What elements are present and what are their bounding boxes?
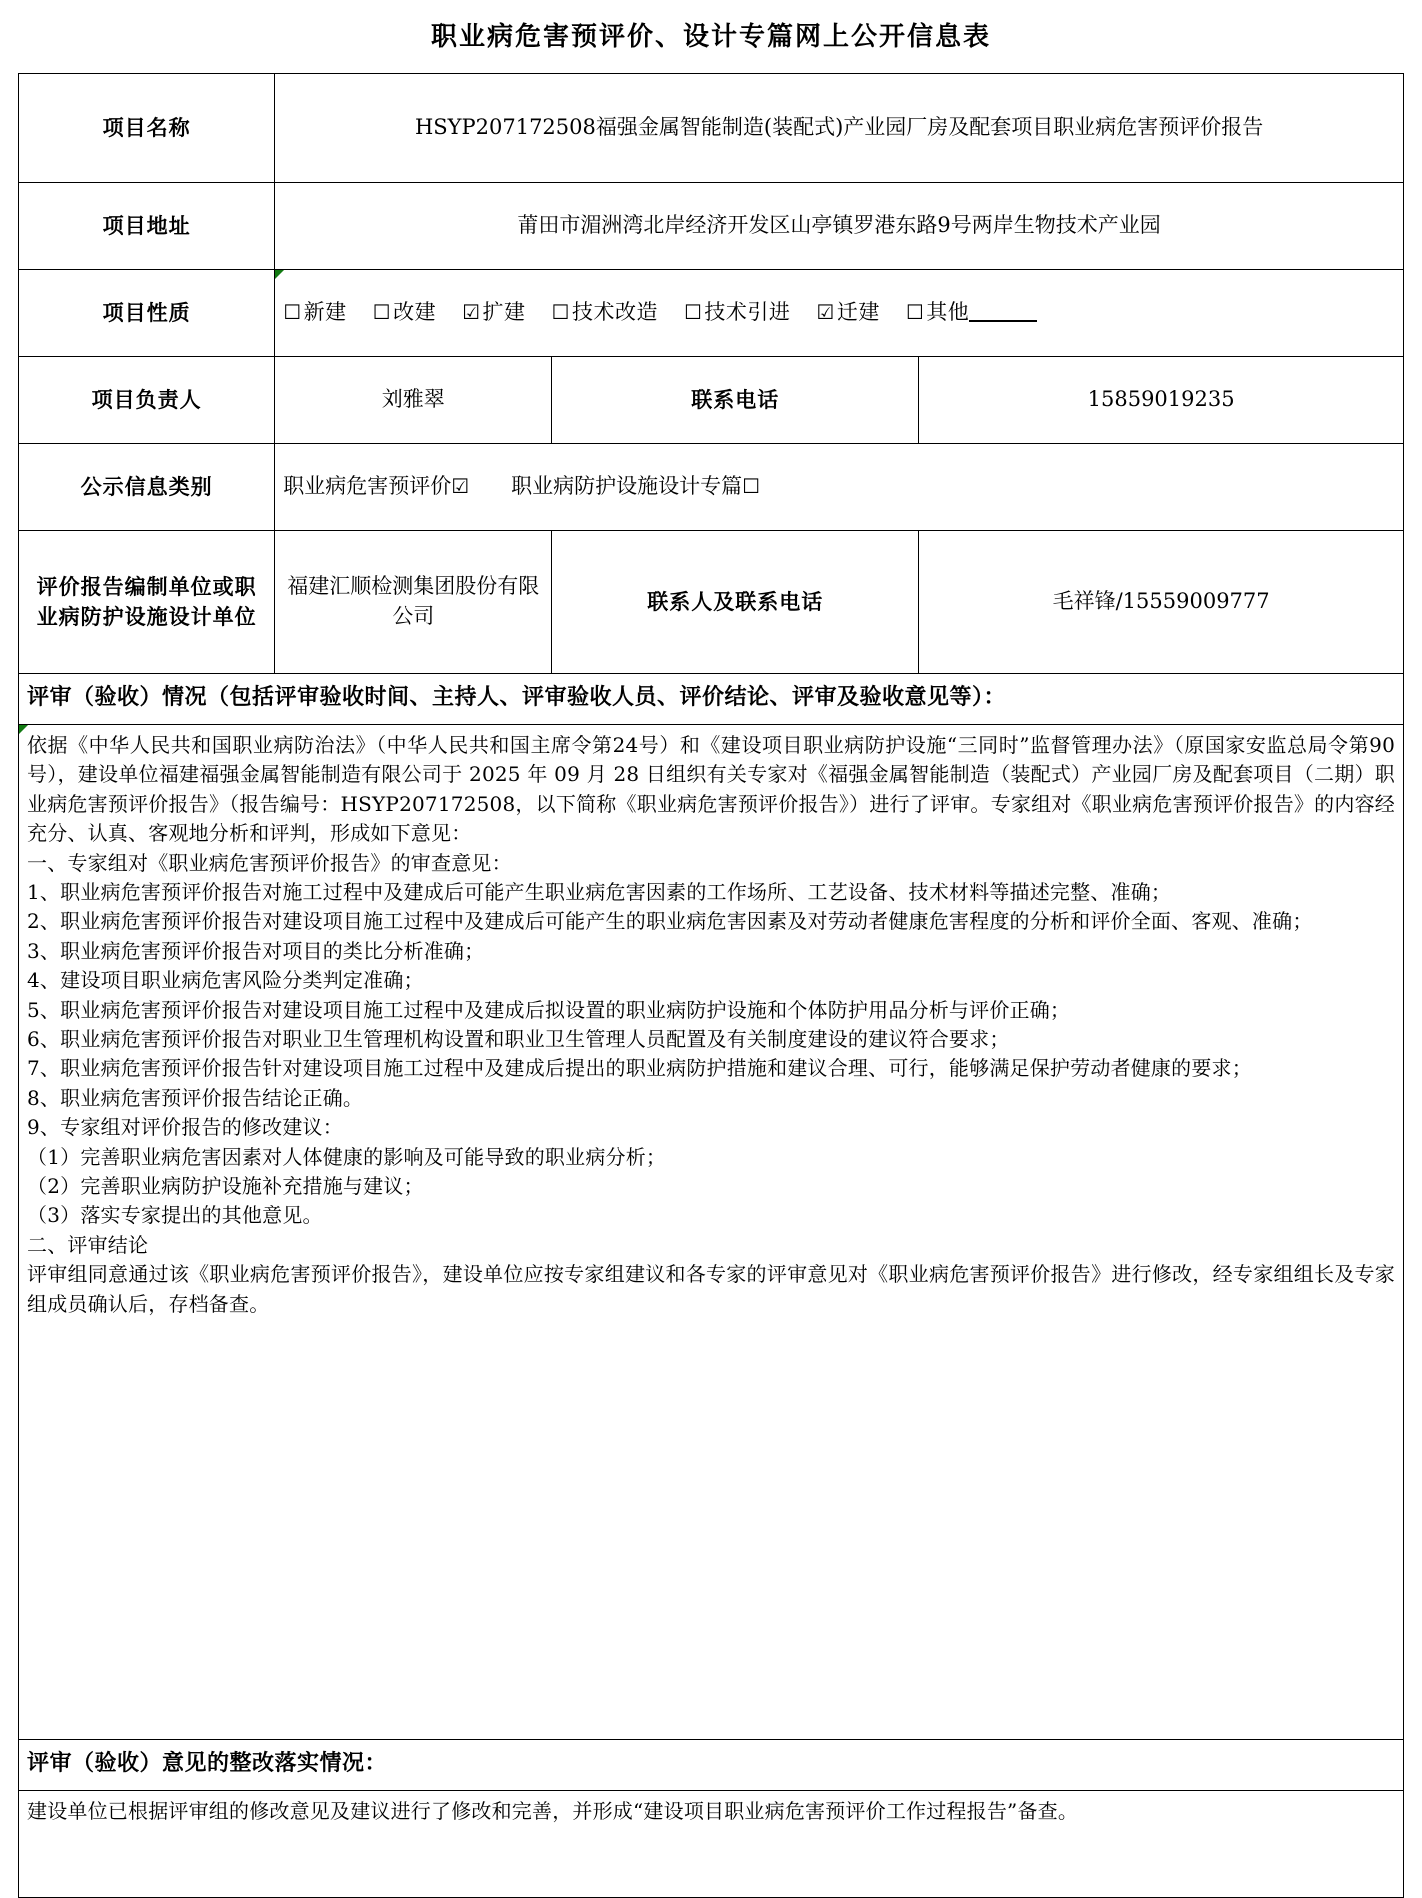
label-project-name: 项目名称 [19,74,275,183]
publicity-type-option-label: 职业病防护设施设计专篇 [511,474,743,499]
review-paragraph-0: 依据《中华人民共和国职业病防治法》（中华人民共和国主席令第24号）和《建设项目职业病防护设施“三同时”监督管理办法》（原国家安监总局令第90号），建设单位福建福强金属智能制造有限公司于 2025 年 09 月 28 日组织有关专家对《福强金属智能制造（装配式）产业园厂房及配套项目（二期）职业病危害预评价报告》（报告编号：HSYP207172508，以下简称《职业病危害预评价报告》）进行了评审。专家组对《职业病危害预评价报告》的内容经充分、认真、客观地分析和评判，形成如下意见： [27,733,1395,846]
review-paragraph-5: 4、建设项目职业病危害风险分类判定准确； [27,968,424,993]
checkbox-unchecked-icon[interactable]: ☐ [905,300,925,325]
checkbox-unchecked-icon[interactable]: ☐ [283,300,302,325]
review-paragraph-9: 8、职业病危害预评价报告结论正确。 [27,1085,364,1110]
review-paragraph-10: 9、专家组对评价报告的修改建议： [27,1115,343,1140]
checkbox-unchecked-icon[interactable]: ☐ [742,474,761,499]
publicity-type-options [275,444,1404,531]
project-nature-option-0[interactable] [283,298,346,328]
rectification-paragraph-0: 建设单位已根据评审组的修改意见及建议进行了修改和完善，并形成“建设项目职业病危害预评价工作过程报告”备查。 [27,1798,1079,1823]
value-contact-person: 毛祥锋/15559009777 [919,531,1404,674]
page-title: 职业病危害预评价、设计专篇网上公开信息表 [430,22,991,52]
comment-marker-icon [19,725,28,734]
label-project-leader: 项目负责人 [19,357,275,444]
publicity-type-option-1[interactable] [511,472,762,502]
review-paragraph-6: 5、职业病危害预评价报告对建设项目施工过程中及建成后拟设置的职业病防护设施和个体防护用品分析与评价正确； [27,997,1071,1022]
value-contact-phone: 15859019235 [919,357,1404,444]
project-nature-option-6[interactable] [906,298,1037,328]
project-nature-options [275,270,1404,357]
review-section-heading: 评审（验收）情况（包括评审验收时间、主持人、评审验收人员、评价结论、评审及验收意见等）： [18,674,1404,725]
review-paragraph-7: 6、职业病危害预评价报告对职业卫生管理机构设置和职业卫生管理人员配置及有关制度建设的建议符合要求； [27,1026,1010,1051]
table-row-preparer [19,531,1404,674]
checkbox-checked-icon[interactable]: ☑ [462,300,481,325]
value-preparer-unit: 福建汇顺检测集团股份有限公司 [275,531,552,674]
publicity-type-option-label: 职业病危害预评价 [283,474,452,499]
label-project-address: 项目地址 [19,183,275,270]
review-paragraph-4: 3、职业病危害预评价报告对项目的类比分析准确； [27,938,485,963]
checkbox-unchecked-icon[interactable]: ☐ [551,300,570,325]
rectification-section-body [18,1791,1404,1898]
table-row-publicity-type [19,444,1404,531]
value-project-name: HSYP207172508福强金属智能制造(装配式)产业园厂房及配套项目职业病危害预评价报告 [275,74,1404,183]
checkbox-unchecked-icon[interactable]: ☐ [683,300,703,325]
review-section-body [18,725,1404,1740]
review-paragraph-12: （2）完善职业病防护设施补充措施与建议； [27,1173,424,1198]
label-contact-phone: 联系电话 [552,357,919,444]
review-paragraph-8: 7、职业病危害预评价报告针对建设项目施工过程中及建成后提出的职业病防护措施和建议合理、可行，能够满足保护劳动者健康的要求； [27,1056,1252,1081]
value-project-leader: 刘雅翠 [275,357,552,444]
project-nature-option-1[interactable] [373,298,436,328]
table-row-project-leader [19,357,1404,444]
info-table [18,73,1404,674]
review-paragraph-14: 二、评审结论 [27,1232,149,1257]
checkbox-checked-icon[interactable]: ☑ [816,300,835,325]
project-nature-option-label: 迁建 [836,300,880,325]
review-paragraph-11: （1）完善职业病危害因素对人体健康的影响及可能导致的职业病分析； [27,1144,667,1169]
project-nature-option-label: 技术改造 [571,300,658,325]
review-paragraph-3: 2、职业病危害预评价报告对建设项目施工过程中及建成后可能产生的职业病危害因素及对劳动者健康危害程度的分析和评价全面、客观、准确； [27,909,1313,934]
project-nature-option-label: 技术引进 [704,300,791,325]
rectification-section-heading: 评审（验收）意见的整改落实情况： [18,1740,1404,1791]
label-publicity-type: 公示信息类别 [19,444,275,531]
table-row-project-name [19,74,1404,183]
comment-marker-icon [275,270,284,279]
project-nature-option-label: 改建 [393,300,437,325]
review-paragraph-15: 评审组同意通过该《职业病危害预评价报告》，建设单位应按专家组建议和各专家的评审意见对《职业病危害预评价报告》进行修改，经专家组组长及专家组成员确认后，存档备查。 [27,1262,1395,1316]
other-blank-line[interactable] [969,320,1037,322]
project-nature-option-4[interactable] [684,298,790,328]
project-nature-option-2[interactable] [462,298,525,328]
table-row-project-address [19,183,1404,270]
label-preparer-unit: 评价报告编制单位或职业病防护设施设计单位 [19,531,275,674]
checkbox-unchecked-icon[interactable]: ☐ [372,300,392,325]
project-nature-option-label: 扩建 [482,300,526,325]
label-contact-person: 联系人及联系电话 [552,531,919,674]
table-row-project-nature [19,270,1404,357]
project-nature-option-3[interactable] [552,298,658,328]
review-paragraph-1: 一、专家组对《职业病危害预评价报告》的审查意见： [27,850,512,875]
label-project-nature: 项目性质 [19,270,275,357]
checkbox-checked-icon[interactable]: ☑ [451,474,470,499]
project-nature-option-label: 其他 [926,300,970,325]
review-paragraph-13: （3）落实专家提出的其他意见。 [27,1203,323,1228]
publicity-type-option-0[interactable] [283,472,471,502]
review-paragraph-2: 1、职业病危害预评价报告对施工过程中及建成后可能产生职业病危害因素的工作场所、工艺设备、技术材料等描述完整、准确； [27,880,1172,905]
project-nature-option-5[interactable] [816,298,879,328]
project-nature-option-label: 新建 [303,300,347,325]
value-project-address: 莆田市湄洲湾北岸经济开发区山亭镇罗港东路9号两岸生物技术产业园 [275,183,1404,270]
